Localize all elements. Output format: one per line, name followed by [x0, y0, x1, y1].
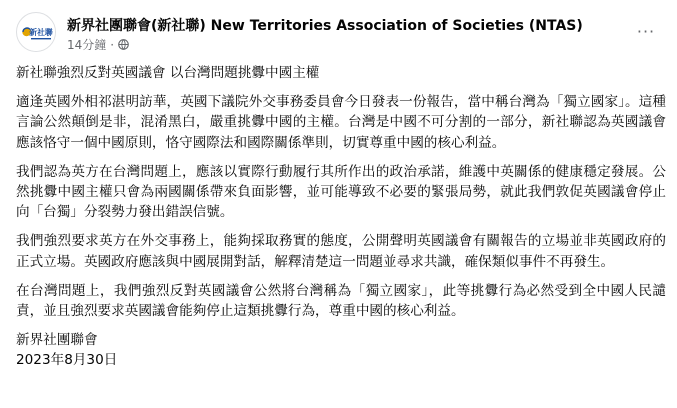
post-date: 2023年8月30日 — [16, 352, 118, 369]
post-paragraph: 我們強烈要求英方在外交事務上，能夠採取務實的態度，公開聲明英國議會有關報告的立場並非英國政府的正式立場。英國政府應該與中國展開對話，解釋清楚這一問題並尋求共識，確保類似事件不再發生。 — [16, 233, 666, 270]
ntas-logo-icon — [17, 13, 56, 52]
post-title: 新社聯強烈反對英國議會 以台灣問題挑釁中國主權 — [16, 65, 320, 81]
post-paragraph: 我們認為英方在台灣問題上，應該以實際行動履行其所作出的政治承諾，維護中英關係的健康穩定發展。公然挑釁中國主權只會為兩國關係帶來負面影響，並可能導致不必要的緊張局勢，就此我們敦促英國議會停止向「台獨」分裂勢力發出錯誤信號。 — [16, 163, 666, 221]
page-name-link[interactable]: 新界社團聯會(新社聯) New Territories Association of Societies (NTAS) — [67, 18, 583, 34]
post-paragraph: 在台灣問題上，我們強烈反對英國議會公然將台灣稱為「獨立國家」，此等挑釁行為必然受到全中國人民譴責，並且強烈要求英國議會能夠停止這類挑釁行為，尊重中國的核心利益。 — [16, 282, 666, 320]
post-paragraph: 適逢英國外相祁湛明訪華，英國下議院外交事務委員會今日發表一份報告，當中稱台灣為「獨立國家」。這種言論公然顛倒是非，混淆黑白，嚴重挑釁中國的主權。台灣是中國不可分割的一部分，新社聯認為英國議會應該恪守一個中國原則，恪守國際法和國際關係準則，切實尊重中國的核心利益。 — [16, 94, 666, 151]
post-timestamp[interactable]: 14分鐘 — [67, 38, 107, 52]
page-avatar[interactable] — [16, 12, 56, 52]
post-signature: 新界社團聯會 — [16, 332, 98, 349]
globe-icon[interactable] — [118, 39, 129, 50]
post-body — [16, 63, 666, 371]
more-options-icon[interactable]: ··· — [636, 21, 656, 41]
logo-text: 新社聯 — [29, 28, 53, 37]
post-meta — [67, 36, 129, 53]
post-header — [16, 10, 661, 54]
meta-separator: · — [110, 37, 115, 52]
